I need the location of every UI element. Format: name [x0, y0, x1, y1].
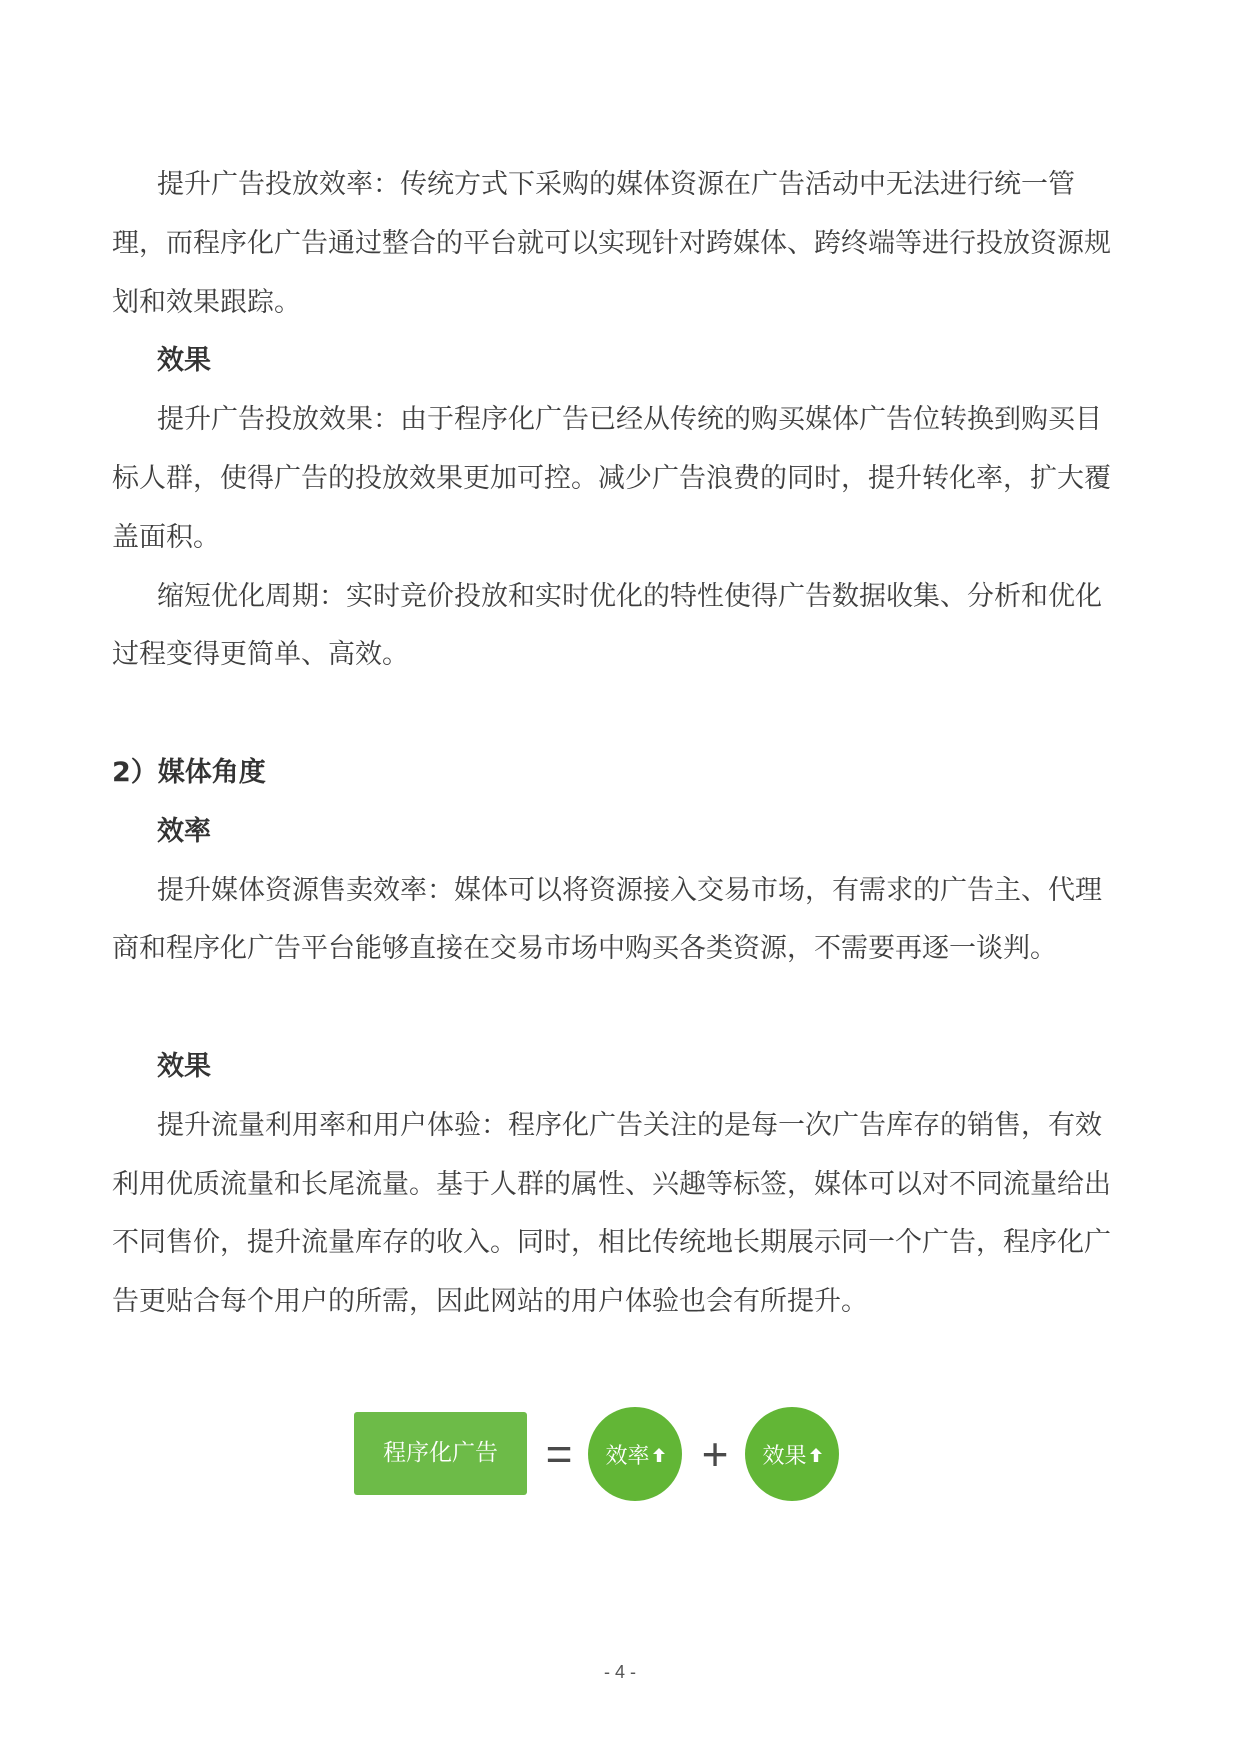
paragraph-line: 利用优质流量和长尾流量。基于人群的属性、兴趣等标签，媒体可以对不同流量给出 [112, 1168, 1111, 1200]
paragraph-line: 不同售价，提升流量库存的收入。同时，相比传统地长期展示同一个广告，程序化广 [112, 1227, 1111, 1259]
page-number: - 4 - [603, 1662, 636, 1682]
paragraph-line: 理，而程序化广告通过整合的平台就可以实现针对跨媒体、跨终端等进行投放资源规 [112, 227, 1111, 259]
efficiency-circle [588, 1407, 682, 1501]
effect-circle [745, 1407, 839, 1501]
paragraph-media-sales-efficiency [112, 862, 1121, 980]
effect-circle-label: 效果 [762, 1443, 807, 1469]
paragraph-line: 标人群，使得广告的投放效果更加可控。减少广告浪费的同时，提升转化率，扩大覆 [112, 462, 1111, 494]
box-label: 程序化广告 [383, 1440, 498, 1466]
paragraph-line: 过程变得更简单、高效。 [112, 639, 409, 671]
paragraph-line: 提升流量利用率和用户体验：程序化广告关注的是每一次广告库存的销售，有效 [157, 1109, 1102, 1141]
plus-sign: + [701, 1428, 729, 1480]
paragraph-ad-delivery-effect [112, 391, 1121, 567]
paragraph-line: 盖面积。 [112, 521, 220, 553]
subheading-efficiency: 效率 [157, 815, 211, 847]
paragraph-line: 告更贴合每个用户的所需，因此网站的用户体验也会有所提升。 [112, 1286, 868, 1318]
equals-sign: = [545, 1428, 573, 1480]
arrow-up-icon [810, 1448, 822, 1462]
paragraph-optimization-cycle [112, 568, 1121, 686]
programmatic-ad-box [354, 1412, 527, 1495]
subheading-effect: 效果 [157, 345, 211, 377]
paragraph-line: 提升广告投放效率：传统方式下采购的媒体资源在广告活动中无法进行统一管 [157, 169, 1075, 200]
paragraph-ad-delivery-efficiency [112, 156, 1121, 332]
paragraph-line: 商和程序化广告平台能够直接在交易市场中购买各类资源，不需要再逐一谈判。 [112, 933, 1057, 965]
document-body [112, 156, 1121, 1332]
efficiency-circle-label: 效率 [605, 1443, 650, 1469]
paragraph-line: 提升广告投放效果：由于程序化广告已经从传统的购买媒体广告位转换到购买目 [157, 404, 1102, 436]
paragraph-line: 提升媒体资源售卖效率：媒体可以将资源接入交易市场，有需求的广告主、代理 [157, 874, 1102, 906]
arrow-up-icon [653, 1448, 665, 1462]
paragraph-line: 划和效果跟踪。 [112, 286, 301, 318]
paragraph-traffic-utilization [112, 1097, 1121, 1332]
subheading-effect: 效果 [157, 1050, 211, 1082]
paragraph-line: 缩短优化周期：实时竞价投放和实时优化的特性使得广告数据收集、分析和优化 [157, 580, 1102, 612]
section-heading-media-perspective: 2）媒体角度 [112, 756, 266, 788]
